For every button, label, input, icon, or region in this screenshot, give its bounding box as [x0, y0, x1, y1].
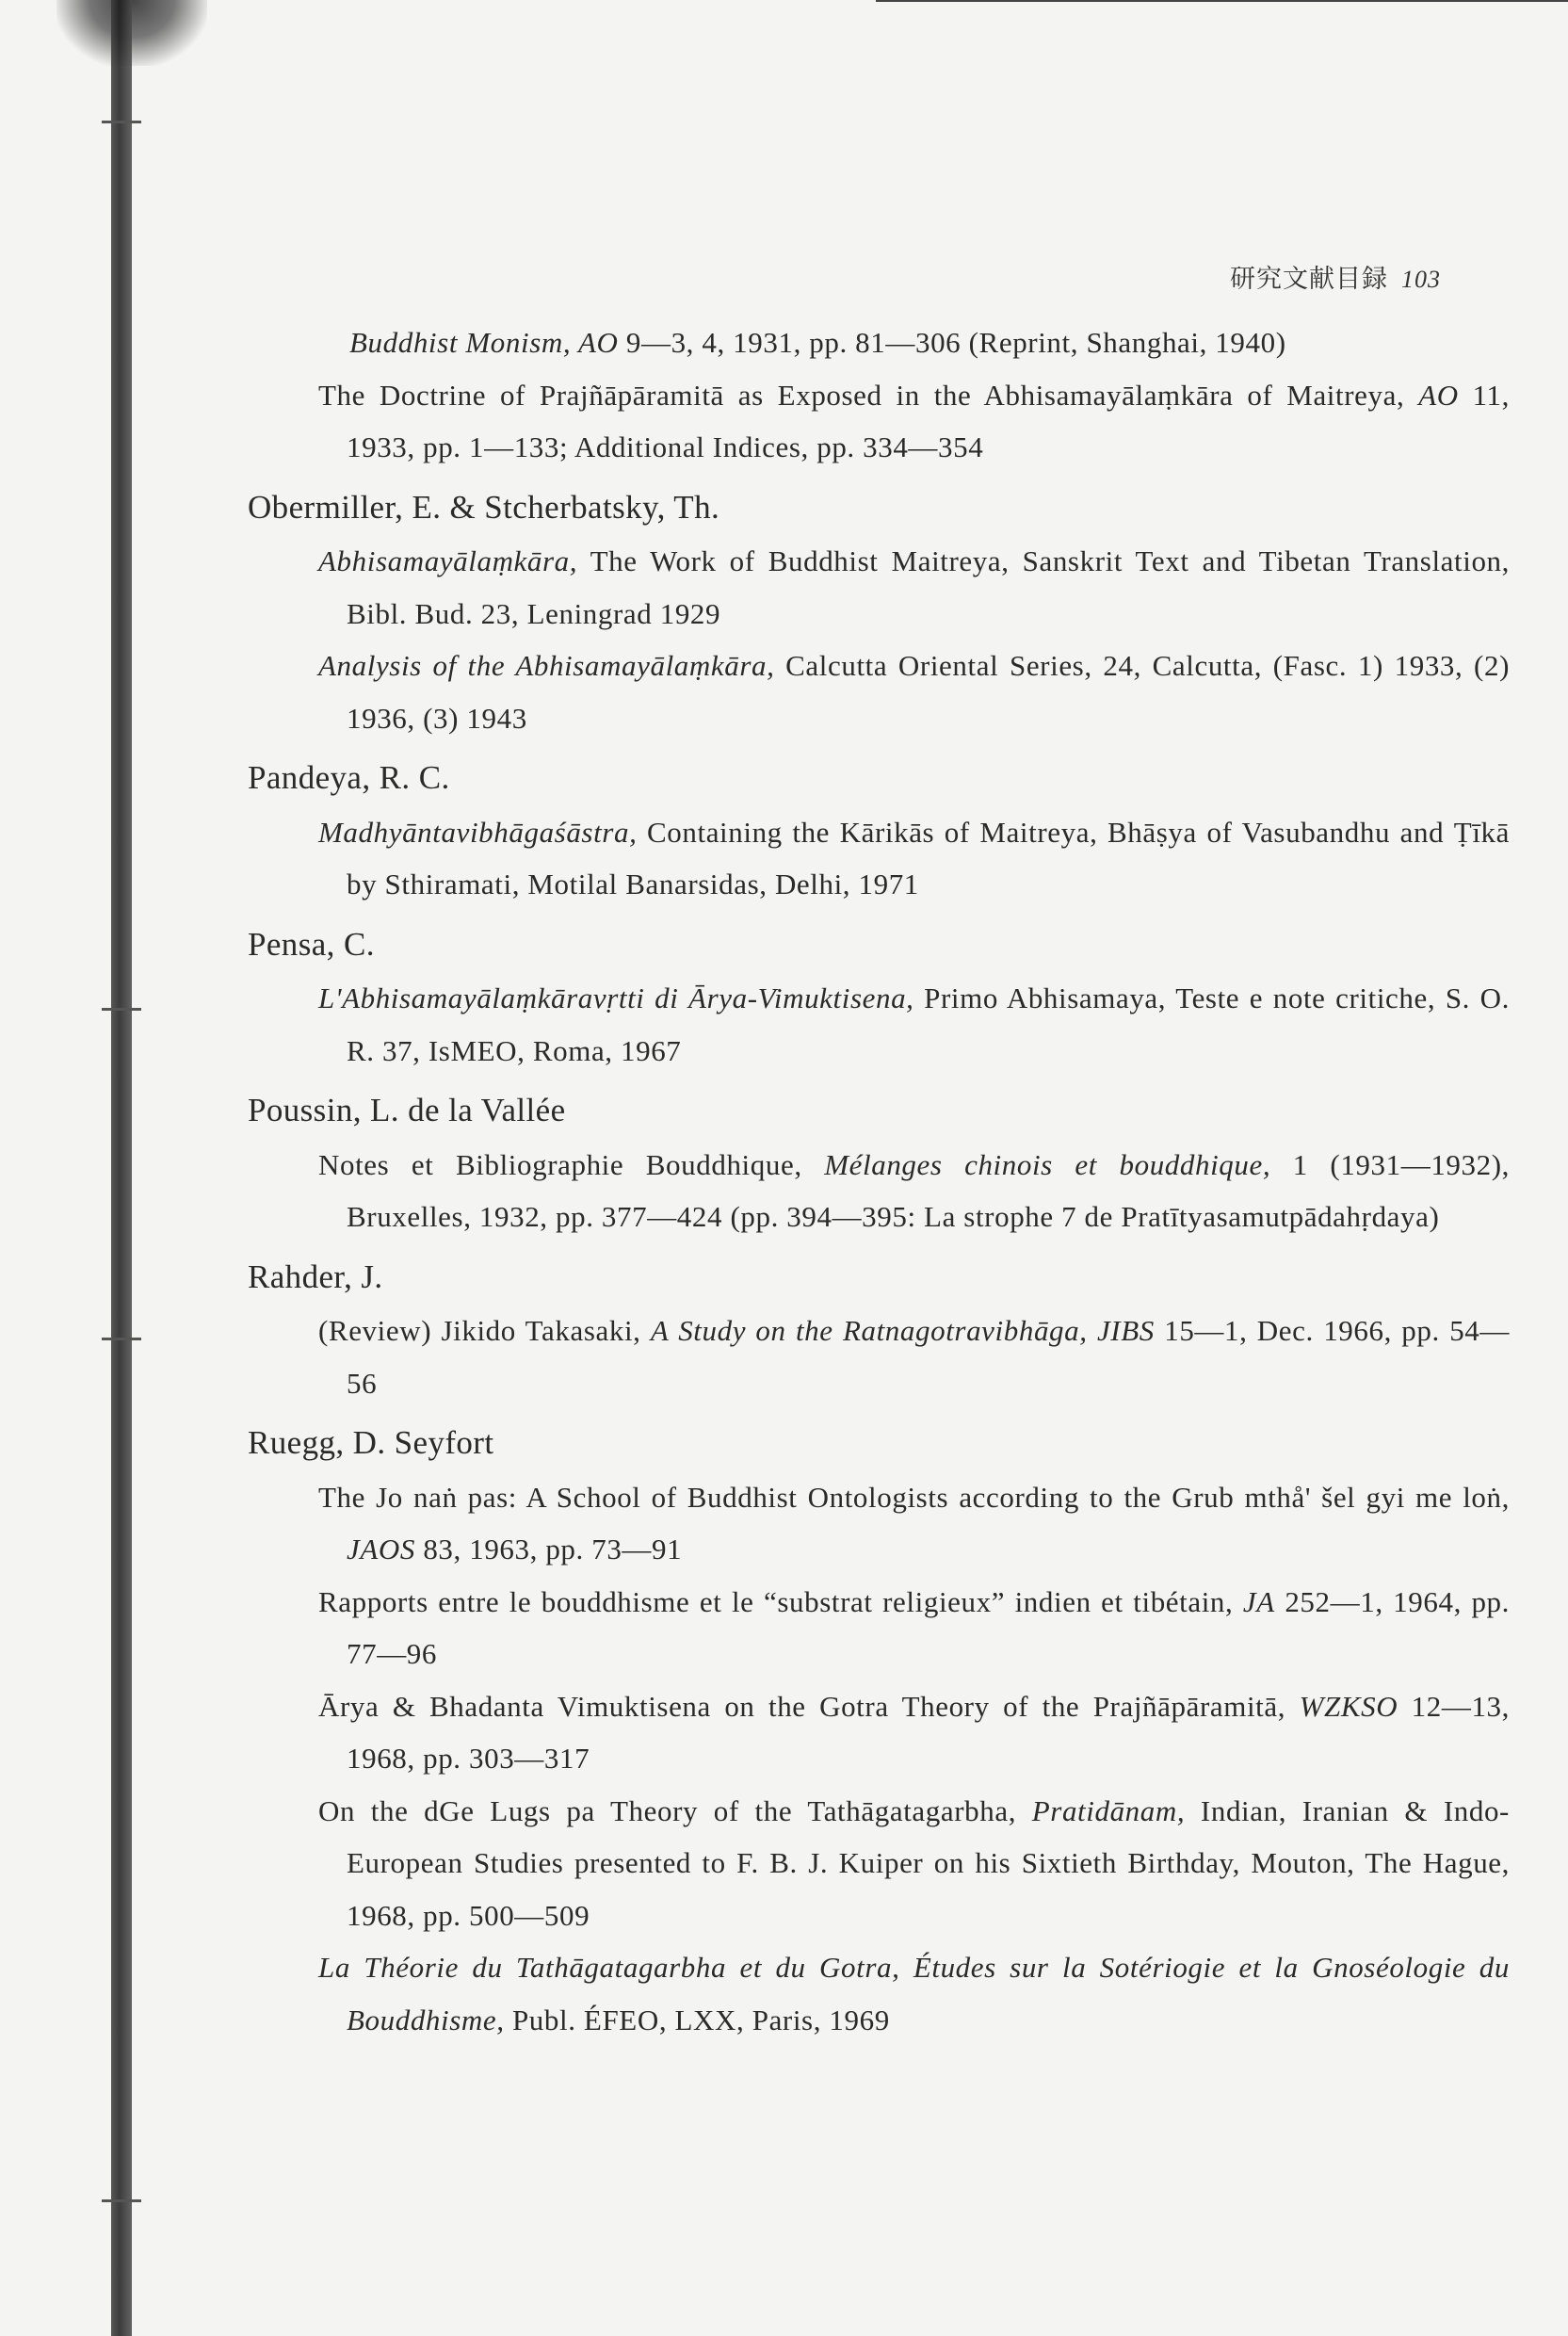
- entry-text: The Doctrine of Prajñāpāramitā as Exposed in the Abhisamayālaṃkāra of Maitreya,: [318, 378, 1419, 412]
- entry-text: Notes et Bibliographie Bouddhique,: [318, 1147, 825, 1181]
- bibliography-entry: [318, 1785, 1510, 1942]
- author-heading: Pandeya, R. C.: [248, 759, 450, 796]
- entry-title-italic: La Théorie du Tathāgatagarbha et du Gotra, Études sur la Sotériogie et la Gnoséologie du Bouddhisme,: [318, 1951, 1510, 2036]
- entry-text: 1 (1931—1932), Bruxelles, 1932, pp. 377—424 (pp. 394—395: La strophe 7 de Pratītyasamutpādahṛdaya): [347, 1147, 1510, 1233]
- entry-title-italic: JAOS: [347, 1533, 415, 1565]
- bibliography-entry: [318, 1471, 1510, 1576]
- entry-text: Publ. ÉFEO, LXX, Paris, 1969: [504, 2003, 890, 2036]
- entry-text: 9—3, 4, 1931, pp. 81—306 (Reprint, Shanghai, 1940): [618, 326, 1286, 359]
- bibliography-entry: [318, 535, 1510, 640]
- entry-text: (Review) Jikido Takasaki,: [318, 1314, 651, 1347]
- author-heading: Ruegg, D. Seyfort: [248, 1424, 494, 1461]
- entry-text: 252—1, 1964, pp. 77—96: [347, 1584, 1510, 1670]
- running-head: [1230, 258, 1441, 295]
- entry-text: 12—13, 1968, pp. 303—317: [347, 1689, 1510, 1775]
- entry-text: Primo Abhisamaya, Teste e note critiche, S. O. R. 37, IsMEO, Roma, 1967: [347, 981, 1510, 1067]
- entry-title-italic: Analysis of the Abhisamayālaṃkāra,: [318, 649, 775, 682]
- entry-title-italic: Mélanges chinois et bouddhique,: [824, 1147, 1271, 1181]
- book-binding-edge: [111, 0, 132, 2336]
- bibliography-entry: [318, 640, 1510, 744]
- bibliography-entry: [349, 316, 1541, 369]
- entry-text: Rapports entre le bouddhisme et le “substrat religieux” indien et tibétain,: [318, 1584, 1243, 1618]
- entry-text: Calcutta Oriental Series, 24, Calcutta, (Fasc. 1) 1933, (2) 1936, (3) 1943: [347, 649, 1510, 735]
- top-rule: [876, 0, 1568, 2]
- entry-text: 11, 1933, pp. 1—133; Additional Indices, pp. 334—354: [347, 378, 1511, 463]
- bibliography-entry: [318, 972, 1510, 1077]
- entry-title-italic: Pratidānam,: [1031, 1793, 1186, 1827]
- binding-mark: [102, 2199, 141, 2202]
- author-heading: Rahder, J.: [248, 1257, 383, 1295]
- entry-text: Indian, Iranian & Indo-European Studies presented to F. B. J. Kuiper on his Sixtieth Birthday, Mouton, The Hague, 1968, pp. 500—509: [347, 1793, 1510, 1932]
- entry-title-italic: Buddhist Monism, AO: [349, 326, 619, 359]
- entry-text: 15—1, Dec. 1966, pp. 54—56: [347, 1314, 1510, 1400]
- entry-text: Ārya & Bhadanta Vimuktisena on the Gotra Theory of the Prajñāpāramitā,: [318, 1689, 1300, 1723]
- entry-text: The Jo naṅ pas: A School of Buddhist Ontologists according to the Grub mthå' šel gyi me loṅ,: [318, 1480, 1510, 1514]
- bibliography-entry: [318, 1305, 1510, 1409]
- author-heading: Obermiller, E. & Stcherbatsky, Th.: [248, 488, 720, 526]
- entry-text: 83, 1963, pp. 73—91: [414, 1533, 683, 1565]
- entry-title-italic: A Study on the Ratnagotravibhāga, JIBS: [650, 1314, 1155, 1347]
- entry-text: Containing the Kārikās of Maitreya, Bhāṣya of Vasubandhu and Ṭīkā by Sthiramati, Motilal Banarsidas, Delhi, 1971: [347, 815, 1510, 900]
- entry-text: On the dGe Lugs pa Theory of the Tathāgatagarbha,: [318, 1793, 1032, 1827]
- author-heading: Pensa, C.: [248, 925, 375, 963]
- entry-title-italic: JA: [1242, 1584, 1275, 1618]
- author-heading: Poussin, L. de la Vallée: [248, 1092, 566, 1128]
- bibliography-entry: [318, 369, 1510, 474]
- bibliography-entry: [318, 1680, 1510, 1785]
- entry-title-italic: AO: [1418, 378, 1459, 412]
- entry-title-italic: L'Abhisamayālaṃkāravṛtti di Ārya-Vimuktisena,: [318, 981, 914, 1014]
- bibliography-entry: [318, 1139, 1510, 1243]
- entry-title-italic: Madhyāntavibhāgaśāstra,: [318, 815, 638, 849]
- binding-mark: [102, 1008, 141, 1011]
- bibliography-entry: [318, 1576, 1510, 1680]
- bibliography-entry: [318, 806, 1510, 911]
- binding-shadow-top: [57, 0, 207, 66]
- page-number: 103: [1401, 266, 1441, 293]
- entry-text: The Work of Buddhist Maitreya, Sanskrit Text and Tibetan Translation, Bibl. Bud. 23, Leningrad 1929: [347, 544, 1510, 630]
- binding-mark: [102, 1338, 141, 1340]
- running-title: 研究文献目録: [1230, 265, 1388, 293]
- bibliography-list: [248, 316, 1511, 2046]
- entry-title-italic: Abhisamayālaṃkāra,: [318, 544, 578, 577]
- entry-title-italic: WZKSO: [1299, 1689, 1398, 1723]
- bibliography-entry: [318, 1941, 1510, 2046]
- binding-mark: [102, 121, 141, 123]
